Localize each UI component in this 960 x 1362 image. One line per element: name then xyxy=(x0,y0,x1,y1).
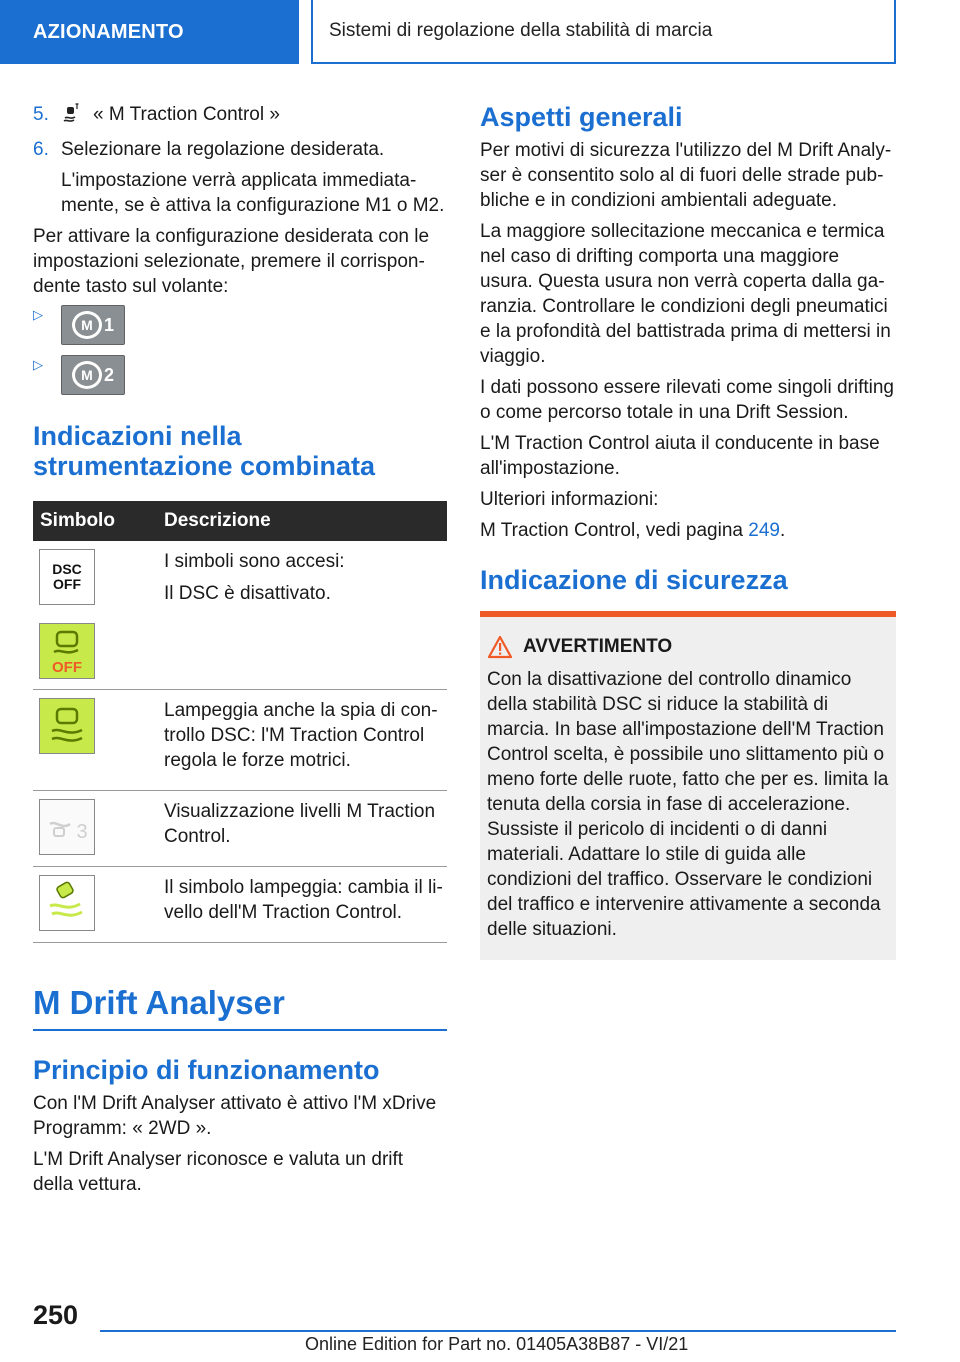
mda-heading: M Drift Analyser xyxy=(33,983,447,1031)
principle-heading: Principio di funzionamento xyxy=(33,1055,380,1085)
page-link[interactable]: 249 xyxy=(748,520,780,541)
header-symbol: Simbolo xyxy=(40,510,115,531)
indicators-table xyxy=(33,501,447,943)
edition-note: Online Edition for Part no. 01405A38B87 - VI/21 xyxy=(305,1334,689,1354)
button-m1-item xyxy=(33,305,447,345)
general-paragraph-6: M Traction Control, vedi pagina 249. xyxy=(480,520,786,541)
buttons-intro: Per attivare la configurazione desiderata con le impostazioni selezionate, premere il corrispondente tasto sul volante: xyxy=(33,226,430,297)
step-text: « M Traction Control » xyxy=(93,104,280,125)
principle-paragraph-1: Con l'M Drift Analyser attivato è attivo l'M xDrive Programm: « 2WD ». xyxy=(33,1093,437,1139)
safety-heading: Indicazione di sicurezza xyxy=(480,565,788,595)
header-description: Descrizione xyxy=(164,510,271,531)
chapter-title: Sistemi di regolazione della stabilità di marcia xyxy=(311,0,896,64)
svg-text:OFF: OFF xyxy=(52,659,82,676)
symbol-cell xyxy=(33,875,164,932)
traction-level-icon xyxy=(39,799,95,855)
warning-box xyxy=(480,611,896,960)
description-cell: Visualizzazione livelli M Traction Control. xyxy=(164,801,436,847)
triangle-bullet-icon: ▷ xyxy=(33,307,43,322)
general-paragraph-5: Ulteriori informazioni: xyxy=(480,489,659,510)
table-row xyxy=(33,690,447,791)
symbol-cell xyxy=(33,799,164,856)
table-row xyxy=(33,867,447,943)
triangle-bullet-icon: ▷ xyxy=(33,357,43,372)
traction-flash-icon xyxy=(39,875,95,931)
m1-button-icon: M 1 xyxy=(61,305,125,345)
step-text: Selezionare la regolazione desiderata. xyxy=(61,139,385,160)
table-row xyxy=(33,791,447,867)
dsc-warning-icon xyxy=(39,698,95,754)
symbol-cell xyxy=(33,698,164,780)
m2-button-icon: M 2 xyxy=(61,355,125,395)
right-column xyxy=(480,102,896,960)
general-paragraph-3: I dati possono essere rilevati come singoli drifting o come percorso totale in una Drift Session. xyxy=(480,377,894,423)
indicators-heading: Indicazioni nella strumentazione combinata xyxy=(33,421,376,481)
m-ring: M xyxy=(72,361,102,389)
description-cell: I simboli sono accesi: Il DSC è disattivato. xyxy=(164,551,345,604)
general-paragraph-1: Per motivi di sicurezza l'utilizzo del M Drift Analyser è consentito solo al di fuori delle strade pubbliche e in condizioni ambientali adeguate. xyxy=(480,140,892,211)
m-ring: M xyxy=(72,311,102,339)
step-6-note: L'impostazione verrà applicata immediatamente, se è attiva la configurazione M1 o M2. xyxy=(61,170,445,216)
page-header xyxy=(0,0,960,66)
dsc-off-icon: DSC OFF xyxy=(39,549,95,605)
symbol-cell xyxy=(33,549,164,679)
principle-paragraph-2: L'M Drift Analyser riconosce e valuta un drift della vettura. xyxy=(33,1149,404,1195)
traction-icon xyxy=(61,102,83,131)
description-cell: Lampeggia anche la spia di controllo DSC: l'M Traction Control regola le forze motrici. xyxy=(164,700,438,771)
step-number: 5. xyxy=(33,104,49,125)
description-cell: Il simbolo lampeggia: cambia il livello dell'M Traction Control. xyxy=(164,877,443,923)
general-paragraph-4: L'M Traction Control aiuta il conducente in base all'impostazione. xyxy=(480,433,880,479)
table-row xyxy=(33,541,447,690)
warning-text: Con la disattivazione del controllo dinamico della stabilità DSC si riduce la stabilità di marcia. In base all'impostazione dell'M Traction Control scelta, è possibile uno slittamento più o meno forte delle ruote, fatto che per es. limita la tenuta della corsia in fase di accelerazione. Sussiste il pericolo di incidenti o di danni materiali. Adattare lo stile di guida alle condizioni del traffico. Osservare le condizioni del traffico e intervenire attivamente a seconda delle situazioni. xyxy=(487,669,889,940)
svg-text:3: 3 xyxy=(76,821,88,843)
traction-off-icon xyxy=(39,623,95,679)
step-6 xyxy=(33,137,447,162)
step-number: 6. xyxy=(33,139,49,160)
warning-title: AVVERTIMENTO xyxy=(487,635,889,659)
button-m2-item xyxy=(33,355,447,395)
page-number: 250 xyxy=(33,1300,79,1330)
warning-triangle-icon xyxy=(487,635,513,659)
left-column xyxy=(33,102,447,1203)
general-heading: Aspetti generali xyxy=(480,102,683,132)
step-5 xyxy=(33,102,447,131)
footer-divider xyxy=(100,1330,896,1332)
general-paragraph-2: La maggiore sollecitazione meccanica e termica nel caso di drifting comporta una maggiore usura. Questa usura non verrà coperta dalla garanzia. Controllare le condizioni degli pneumatici e la profondità del battistrada prima di mettersi in viaggio. xyxy=(480,221,891,367)
table-header xyxy=(33,501,447,541)
section-label: AZIONAMENTO xyxy=(0,0,299,64)
